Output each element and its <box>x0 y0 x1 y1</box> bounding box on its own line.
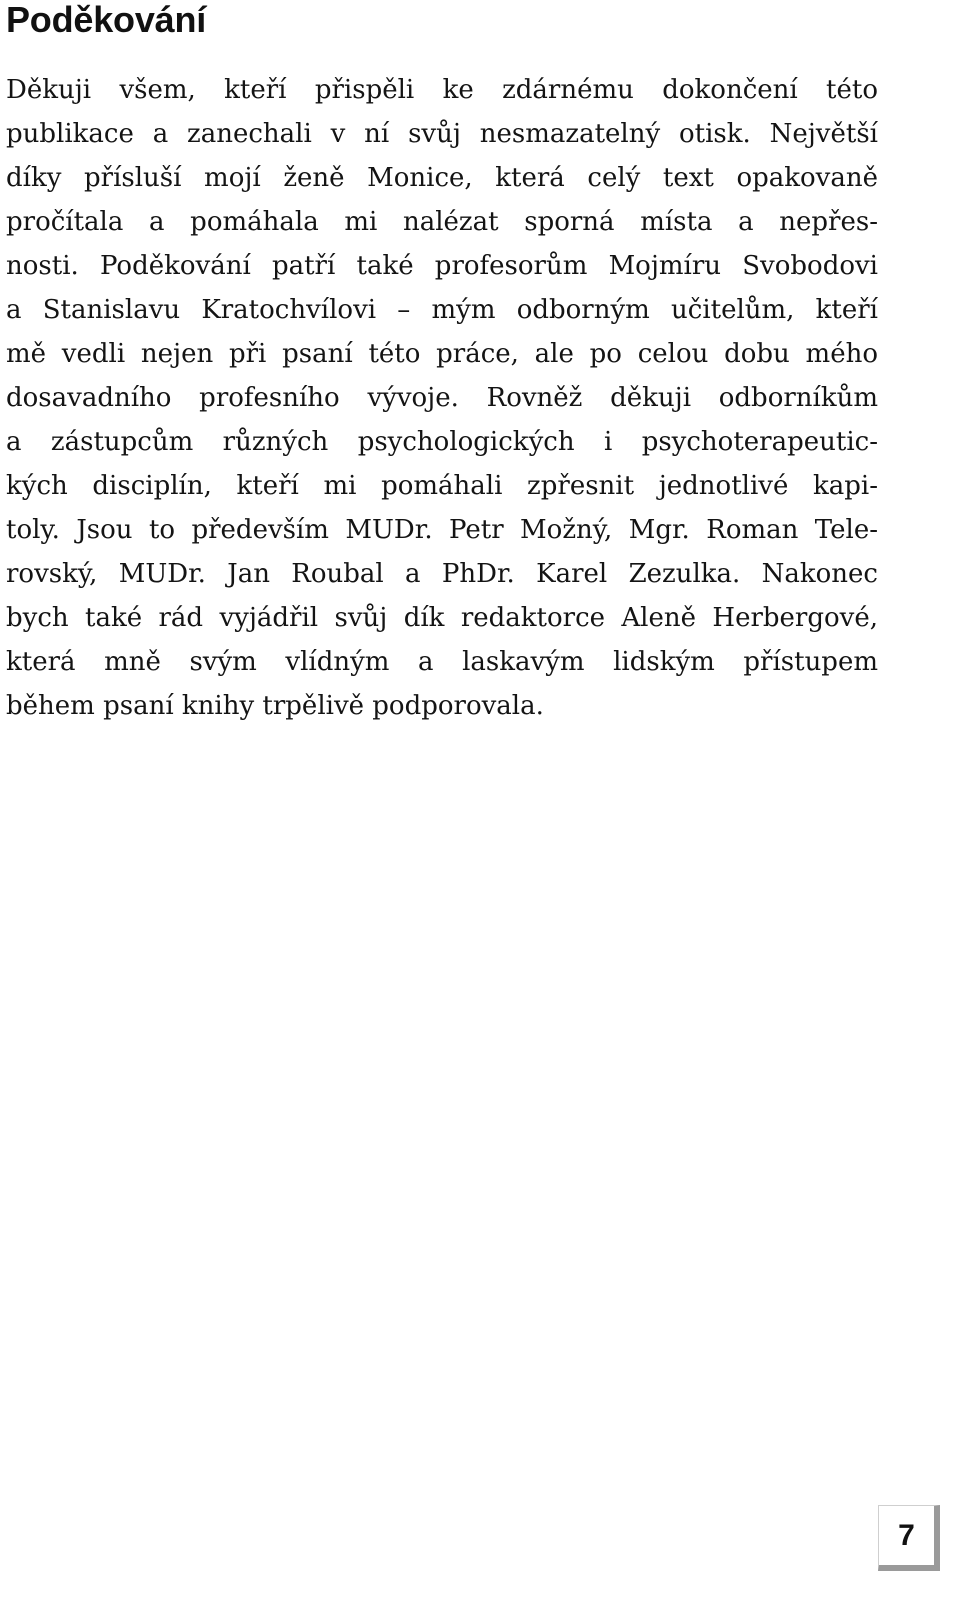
paragraph-line: toly. Jsou to především MUDr. Petr Možný, Mgr. Roman Tele- <box>6 515 878 545</box>
paragraph-line: a zástupcům různých psychologických i psychoterapeutic- <box>6 427 878 457</box>
paragraph-line: mě vedli nejen při psaní této práce, ale po celou dobu mého <box>6 339 878 369</box>
paragraph-line: bych také rád vyjádřil svůj dík redaktorce Aleně Herbergové, <box>6 603 878 633</box>
page-number: 7 <box>898 1518 915 1552</box>
paragraph-line: Děkuji všem, kteří přispěli ke zdárnému dokončení této <box>6 75 878 105</box>
paragraph-line: pročítala a pomáhala mi nalézat sporná místa a nepřes- <box>6 207 878 237</box>
paragraph-line: během psaní knihy trpělivě podporovala. <box>6 691 544 721</box>
page-number-box <box>878 1505 940 1571</box>
page-title: Poděkování <box>6 0 207 40</box>
paragraph-line: publikace a zanechali v ní svůj nesmazatelný otisk. Největší <box>6 119 878 149</box>
paragraph-line: nosti. Poděkování patří také profesorům Mojmíru Svobodovi <box>6 251 878 281</box>
paragraph-line: která mně svým vlídným a laskavým lidským přístupem <box>6 647 878 677</box>
paragraph-line: díky přísluší mojí ženě Monice, která celý text opakovaně <box>6 163 878 193</box>
paragraph-line: rovský, MUDr. Jan Roubal a PhDr. Karel Zezulka. Nakonec <box>6 559 878 589</box>
paragraph-line: dosavadního profesního vývoje. Rovněž děkuji odborníkům <box>6 383 878 413</box>
paragraph-line: a Stanislavu Kratochvílovi – mým odborným učitelům, kteří <box>6 295 878 325</box>
paragraph-line: kých disciplín, kteří mi pomáhali zpřesnit jednotlivé kapi- <box>6 471 878 501</box>
acknowledgements-paragraph <box>6 68 878 728</box>
